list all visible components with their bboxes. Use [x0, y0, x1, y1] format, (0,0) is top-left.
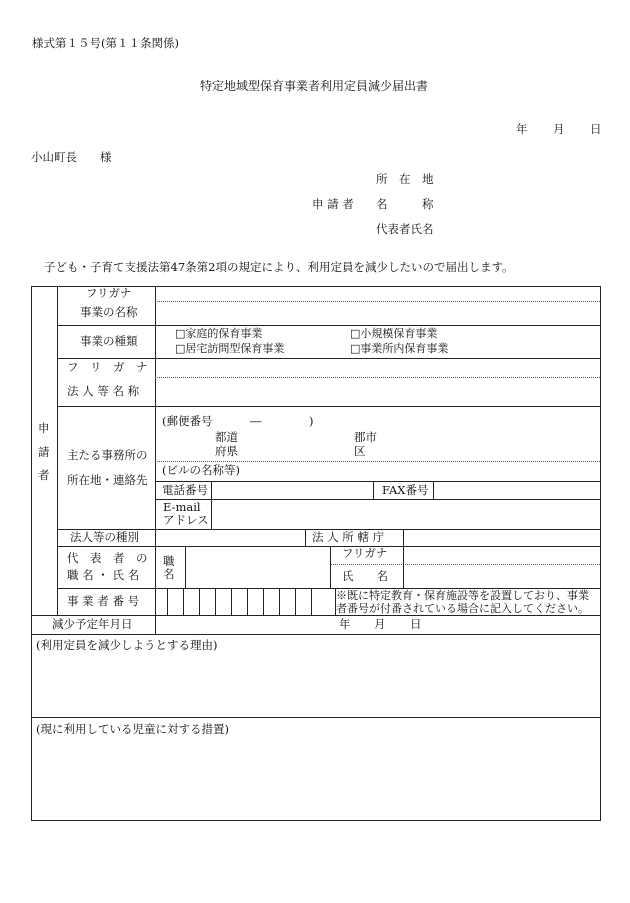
- postal-label: (郵便番号: [162, 414, 213, 428]
- rep-name-label: 氏 名: [342, 569, 388, 583]
- rep-label-1: 代 表 者 の: [67, 551, 148, 565]
- shoku-2: 名: [163, 567, 175, 581]
- page-title: 特定地域型保育事業者利用定員減少届出書: [200, 79, 429, 93]
- building-label: (ビルの名称等): [162, 463, 240, 477]
- postal-close: ): [309, 414, 314, 428]
- intro-text: 子ども・子育て支援法第47条第2項の規定により、利用定員を減少したいので届出します。: [44, 260, 514, 274]
- business-type-label: 事業の種類: [80, 334, 138, 348]
- date-day: 日: [590, 122, 602, 136]
- checkbox-home-daycare[interactable]: □家庭的保育事業: [175, 327, 263, 340]
- ku: 区: [354, 444, 366, 458]
- reason-label: (利用定員を減少しようとする理由): [36, 638, 218, 652]
- todofuken-1: 都道: [215, 430, 238, 444]
- measures-label: (現に利用している児童に対する措置): [36, 722, 229, 736]
- email-label-2: アドレス: [163, 513, 209, 527]
- applicant-location-label: 所 在 地: [376, 172, 434, 186]
- gun-shi: 郡市: [354, 430, 377, 444]
- applicant-name-label: 名 称: [376, 197, 434, 211]
- email-label-1: E-mail: [163, 500, 201, 514]
- phone-label: 電話番号: [162, 483, 208, 497]
- reduce-date-day: 日: [410, 617, 422, 631]
- business-no-label: 事 業 者 番 号: [67, 594, 140, 608]
- business-name-label: 事業の名称: [80, 305, 138, 319]
- checkbox-workplace-daycare[interactable]: □事業所内保育事業: [350, 342, 449, 355]
- reduce-date-month: 月: [374, 617, 386, 631]
- reduce-date-label: 減少予定年月日: [52, 617, 133, 631]
- postal-dash: ―: [250, 414, 262, 428]
- todofuken-2: 府県: [215, 444, 238, 458]
- applicant-label: 申 請 者: [312, 197, 354, 211]
- corp-type-label: 法人等の種別: [70, 530, 139, 544]
- corp-authority-label: 法 人 所 轄 庁: [312, 530, 385, 544]
- office-label-1: 主たる事務所の: [67, 448, 148, 462]
- checkbox-home-visit-daycare[interactable]: □居宅訪問型保育事業: [175, 342, 285, 355]
- rep-furigana-label: フリガナ: [342, 546, 388, 560]
- addressee: 小山町長 様: [31, 150, 112, 164]
- reduce-date-year: 年: [339, 617, 351, 631]
- shoku-1: 職: [163, 554, 175, 568]
- business-no-note-2: 者番号が付番されている場合に記入してください。: [336, 602, 589, 615]
- applicant-side-label: 申 請 者: [38, 421, 50, 482]
- corp-name-label: 法 人 等 名 称: [67, 384, 140, 398]
- form-number: 様式第１５号(第１１条関係): [32, 36, 179, 50]
- office-label-2: 所在地・連絡先: [67, 473, 148, 487]
- date-month: 月: [553, 122, 565, 136]
- date-year: 年: [516, 122, 528, 136]
- corp-furigana-label: フ リ ガ ナ: [67, 360, 148, 374]
- business-no-note-1: ※既に特定教育・保育施設等を設置しており、事業: [336, 589, 589, 602]
- furigana-label: フリガナ: [86, 286, 132, 300]
- fax-label: FAX番号: [382, 483, 429, 497]
- rep-label-2: 職 名 ・ 氏 名: [67, 568, 140, 582]
- checkbox-small-daycare[interactable]: □小規模保育事業: [350, 327, 438, 340]
- applicant-rep-label: 代表者氏名: [376, 222, 434, 236]
